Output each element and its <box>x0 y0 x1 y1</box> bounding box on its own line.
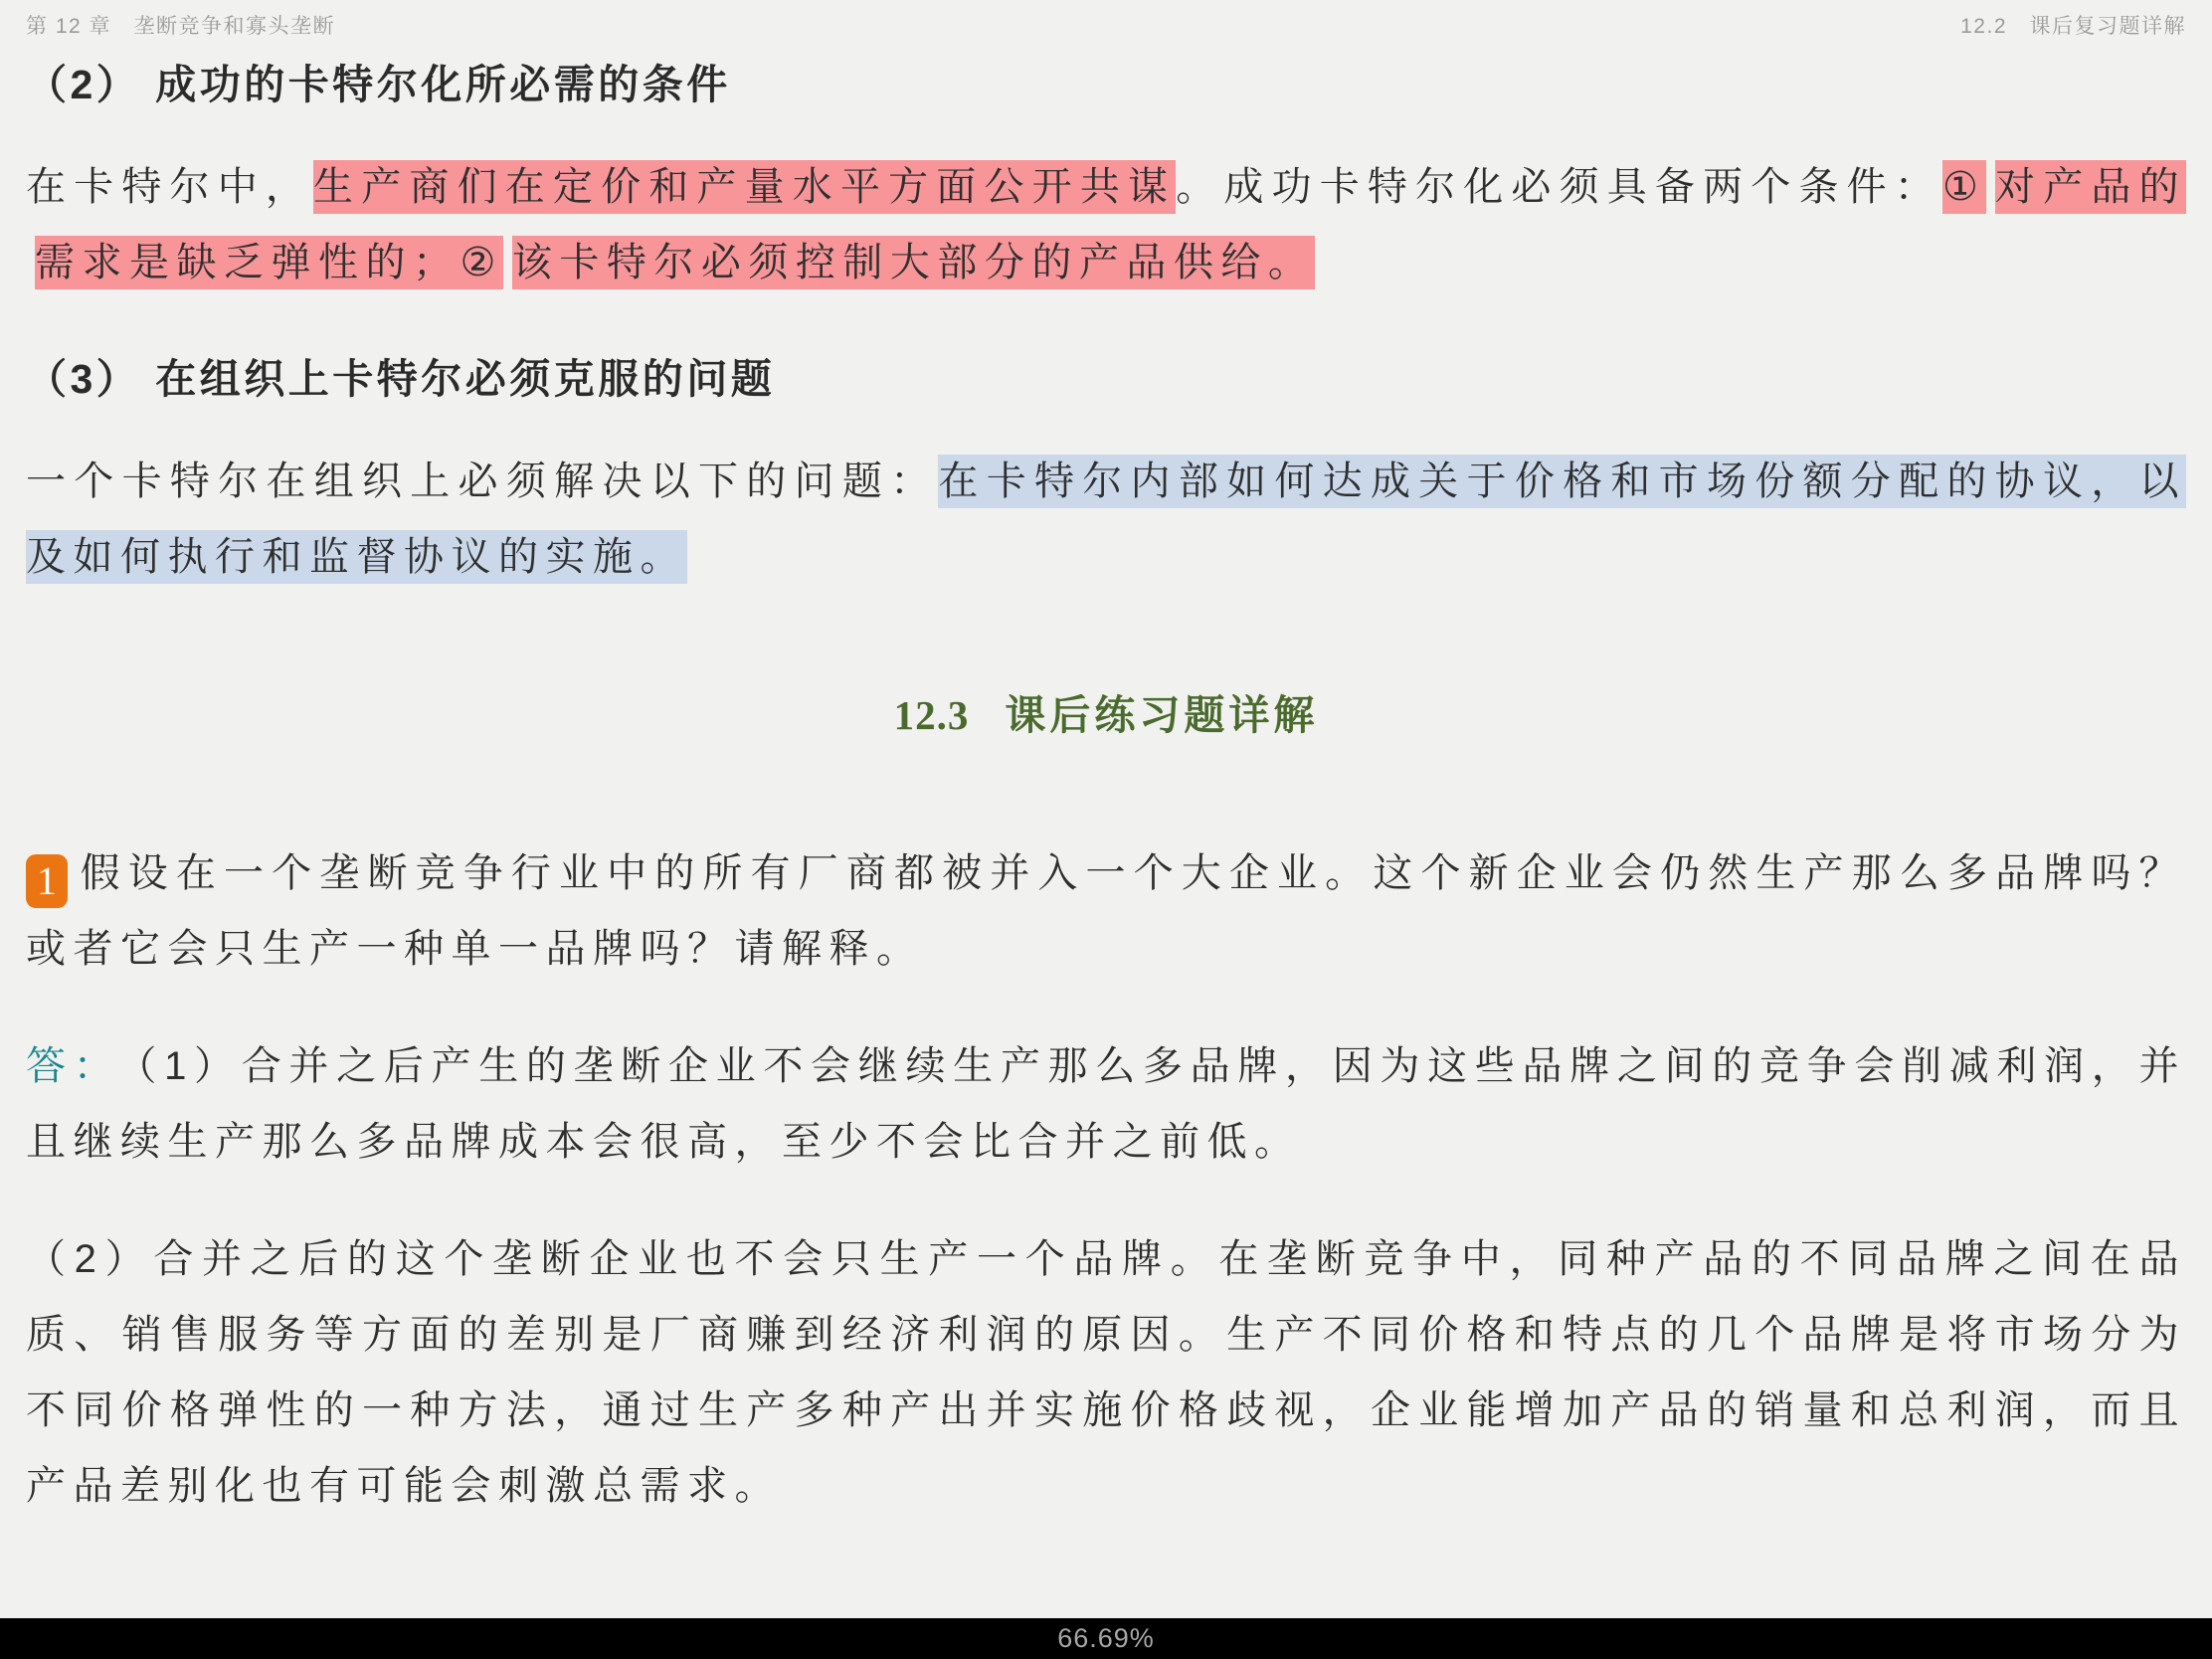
blue-highlight: 在卡特尔内部如何达成关于价格和市场份额分配的协议，以及如何执行和监督协议的实施。 <box>26 455 2186 584</box>
paragraph-answer-part-2 <box>26 1221 2186 1524</box>
text-run: 。成功卡特尔化必须具备两个条件： <box>1176 165 1942 209</box>
paragraph-answer-part-1 <box>26 1028 2186 1180</box>
answer-label: 答： <box>26 1044 121 1088</box>
pink-highlight: 生产商们在定价和产量水平方面公开共谋 <box>313 160 1176 214</box>
chapter-title: 第 12 章 垄断竞争和寡头垄断 <box>26 15 336 38</box>
answer-text: （1）合并之后产生的垄断企业不会继续生产那么多品牌，因为这些品牌之间的竞争会削减利润，并且继续生产那么多品牌成本会很高，至少不会比合并之前低。 <box>26 1044 2186 1164</box>
section-title: 课后练习题详解 <box>1005 692 1319 738</box>
subheading-cartel-organization: （3） 在组织上卡特尔必须克服的问题 <box>26 356 776 402</box>
subheading-cartel-conditions: （2） 成功的卡特尔化所必需的条件 <box>26 62 731 107</box>
pink-highlight: 该卡特尔必须控制大部分的产品供给。 <box>512 236 1316 289</box>
section-number: 12.3 <box>893 692 970 738</box>
text-run: 一个卡特尔在组织上必须解决以下的问题： <box>26 460 939 503</box>
text-run: 在卡特尔中， <box>26 165 314 209</box>
reading-progress-percentage: 66.69% <box>1057 1623 1155 1653</box>
running-section-title: 12.2 课后复习题详解 <box>1960 15 2186 38</box>
paragraph-question-1 <box>26 835 2186 987</box>
page-header <box>0 0 2212 40</box>
paragraph-cartel-conditions <box>26 149 2186 300</box>
pink-highlight: ① <box>1942 160 1986 214</box>
section-heading-12-3 <box>26 686 2186 744</box>
answer-text: （2）合并之后的这个垄断企业也不会只生产一个品牌。在垄断竞争中，同种产品的不同品牌之间在品质、销售服务等方面的差别是厂商赚到经济利润的原因。生产不同价格和特点的几个品牌是将市场分为不同价格弹性的一种方法，通过生产多种产出并实施价格歧视，企业能增加产品的销量和总利润，而且产品差别化也有可能会刺激总需求。 <box>26 1237 2186 1508</box>
reading-progress-bar[interactable] <box>0 1618 2212 1659</box>
paragraph-cartel-organization <box>26 444 2186 595</box>
question-number-badge: 1 <box>26 854 68 908</box>
question-text: 假设在一个垄断竞争行业中的所有厂商都被并入一个大企业。这个新企业会仍然生产那么多品牌吗？或者它会只生产一种单一品牌吗？请解释。 <box>26 851 2186 971</box>
pink-highlight: 对产品的需求是缺乏弹性的；② <box>35 160 2186 289</box>
document-content <box>0 56 2212 1524</box>
